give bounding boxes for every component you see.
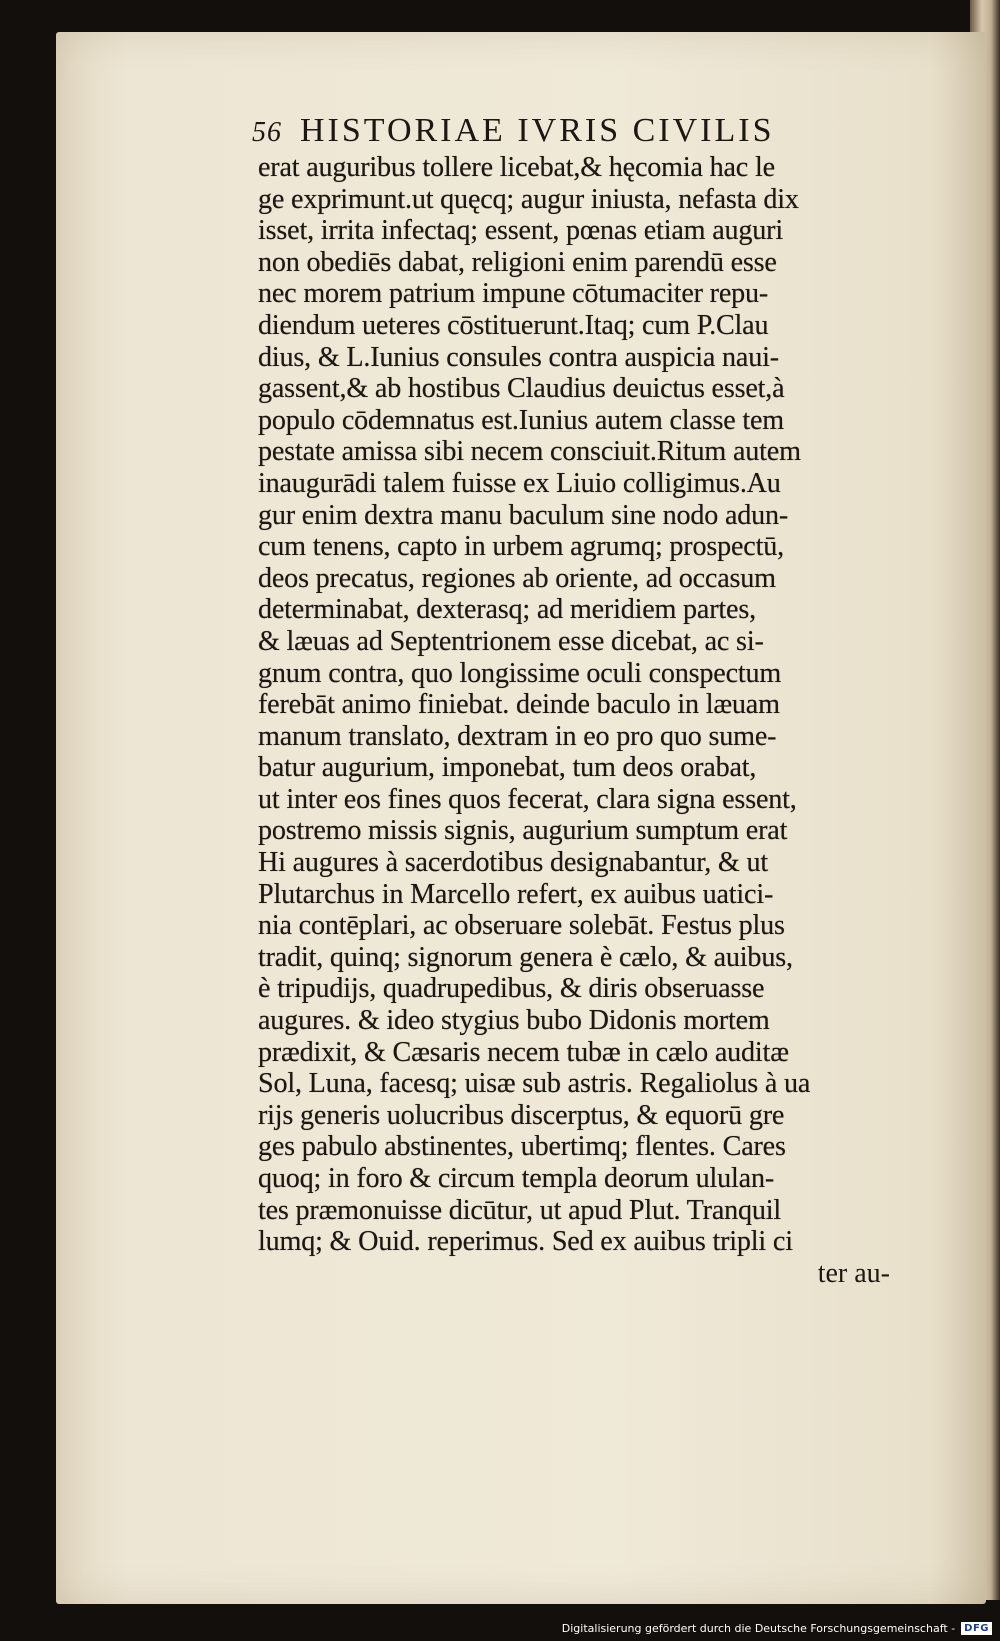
text-line: diendum ueteres cōstituerunt.Itaq; cum P.Clau	[258, 309, 769, 341]
text-line: tes præmonuisse dicūtur, ut apud Plut. Tranquil	[258, 1194, 782, 1226]
text-block	[252, 112, 938, 1290]
text-line: determinabat, dexterasq; ad meridiem partes,	[258, 594, 756, 626]
text-line: gur enim dextra manu baculum sine nodo adun-	[258, 499, 789, 531]
text-line: nia contēplari, ac obseruare solebāt. Festus plus	[258, 910, 785, 942]
text-line: & læuas ad Septentrionem esse dicebat, ac si-	[258, 625, 764, 657]
text-line: Plutarchus in Marcello refert, ex auibus uatici-	[258, 878, 774, 910]
text-line: erat auguribus tollere licebat,& hęcomia hac le	[258, 152, 775, 183]
text-line: ut inter eos fines quos fecerat, clara signa essent,	[258, 783, 797, 815]
text-line: pestate amissa sibi necem consciuit.Ritum autem	[258, 436, 801, 468]
text-line: rijs generis uolucribus discerptus, & equorū gre	[258, 1099, 785, 1131]
running-title: HISTORIAE IVRIS CIVILIS	[300, 112, 775, 149]
text-line: postremo missis signis, augurium sumptum erat	[258, 815, 788, 847]
funding-credit-text: Digitalisierung gefördert durch die Deutsche Forschungsgemeinschaft -	[561, 1622, 956, 1635]
body-text	[258, 152, 938, 1258]
text-line: nec morem patrium impune cōtumaciter repu-	[258, 278, 769, 310]
text-line: augures. & ideo stygius bubo Didonis mortem	[258, 1005, 770, 1037]
text-line: quoq; in foro & circum templa deorum ululan-	[258, 1163, 775, 1194]
page-number: 56	[252, 117, 282, 148]
text-line: manum translato, dextram in eo pro quo sume-	[258, 720, 777, 752]
catchword: ter au-	[817, 1257, 890, 1289]
text-line: Sol, Luna, facesq; uisæ sub astris. Regaliolus à ua	[258, 1068, 811, 1100]
text-line: ge exprimunt.ut quęcq; augur iniusta, nefasta dix	[258, 183, 799, 215]
text-line: gassent,& ab hostibus Claudius deuictus esset,à	[258, 373, 785, 405]
running-head	[252, 112, 938, 152]
text-line: ferebāt animo finiebat. deinde baculo in læuam	[258, 689, 780, 721]
footer-credit	[562, 1622, 992, 1635]
text-line: populo cōdemnatus est.Iunius autem classe tem	[258, 404, 784, 436]
text-line: prædixit, & Cæsaris necem tubæ in cælo auditæ	[258, 1036, 789, 1068]
text-line: batur augurium, imponebat, tum deos orabat,	[258, 752, 757, 784]
text-line: isset, irrita infectaq; essent, pœnas etiam auguri	[258, 215, 783, 247]
text-line: dius, & L.Iunius consules contra auspicia naui-	[258, 341, 779, 373]
text-line: lumq; & Ouid. reperimus. Sed ex auibus tripli ci	[258, 1226, 793, 1258]
text-line: Hi augures à sacerdotibus designabantur, & ut	[258, 847, 768, 879]
dfg-logo: DFG	[961, 1622, 992, 1635]
text-line: gnum contra, quo longissime oculi conspectum	[258, 657, 782, 689]
text-line: tradit, quinq; signorum genera è cælo, & auibus,	[258, 941, 793, 973]
text-line: non obediēs dabat, religioni enim parendū esse	[258, 246, 777, 278]
text-line: cum tenens, capto in urbem agrumq; prospectū,	[258, 531, 784, 563]
text-line: ges pabulo abstinentes, ubertimq; flentes. Cares	[258, 1131, 786, 1163]
text-line: deos precatus, regiones ab oriente, ad occasum	[258, 562, 776, 594]
text-line: inaugurādi talem fuisse ex Liuio colligimus.Au	[258, 467, 781, 499]
text-line: è tripudijs, quadrupedibus, & diris obseruasse	[258, 973, 765, 1005]
